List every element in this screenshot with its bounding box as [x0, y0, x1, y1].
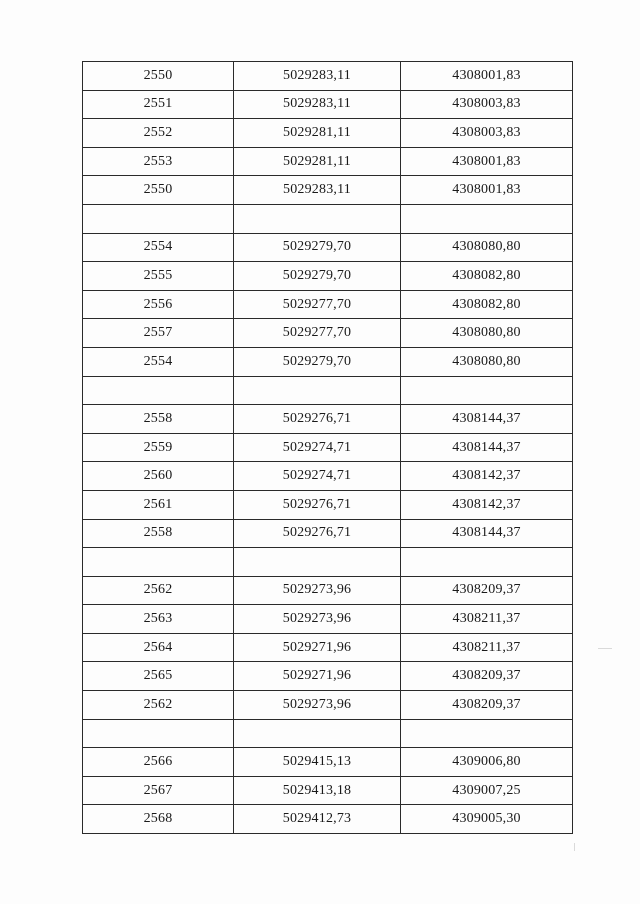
point-number-cell: 2557	[83, 319, 234, 348]
table-row	[83, 662, 573, 691]
table-row	[83, 633, 573, 662]
x-coordinate-cell: 5029283,11	[234, 62, 401, 91]
x-coordinate-cell: 5029276,71	[234, 519, 401, 548]
table-row	[83, 119, 573, 148]
table-row	[83, 347, 573, 376]
scan-artifact	[574, 843, 575, 851]
x-coordinate-cell: 5029283,11	[234, 90, 401, 119]
point-number-cell: 2568	[83, 805, 234, 834]
table-row	[83, 462, 573, 491]
y-coordinate-cell: 4308001,83	[401, 176, 573, 205]
separator-row	[83, 548, 573, 577]
x-coordinate-cell: 5029281,11	[234, 119, 401, 148]
table-row	[83, 262, 573, 291]
point-number-cell: 2554	[83, 347, 234, 376]
y-coordinate-cell: 4308001,83	[401, 62, 573, 91]
x-coordinate-cell: 5029279,70	[234, 262, 401, 291]
point-number-cell: 2550	[83, 176, 234, 205]
scan-artifact	[598, 648, 612, 649]
y-coordinate-cell: 4308142,37	[401, 462, 573, 491]
point-number-cell: 2564	[83, 633, 234, 662]
y-coordinate-cell: 4308144,37	[401, 433, 573, 462]
y-coordinate-cell: 4308003,83	[401, 119, 573, 148]
y-coordinate-cell: 4308082,80	[401, 290, 573, 319]
y-coordinate-cell: 4308211,37	[401, 605, 573, 634]
point-number-cell: 2550	[83, 62, 234, 91]
point-number-cell: 2560	[83, 462, 234, 491]
point-number-cell: 2562	[83, 576, 234, 605]
point-number-cell: 2561	[83, 490, 234, 519]
table-row	[83, 776, 573, 805]
separator-row	[83, 376, 573, 405]
y-coordinate-cell: 4308144,37	[401, 519, 573, 548]
table-row	[83, 691, 573, 720]
point-number-cell: 2558	[83, 405, 234, 434]
x-coordinate-cell: 5029271,96	[234, 633, 401, 662]
point-number-cell: 2555	[83, 262, 234, 291]
y-coordinate-cell: 4308209,37	[401, 576, 573, 605]
y-coordinate-cell: 4308001,83	[401, 147, 573, 176]
y-coordinate-cell: 4308080,80	[401, 347, 573, 376]
y-coordinate-cell	[401, 719, 573, 748]
coordinates-table-body	[83, 62, 573, 834]
y-coordinate-cell: 4309005,30	[401, 805, 573, 834]
table-row	[83, 290, 573, 319]
point-number-cell: 2565	[83, 662, 234, 691]
point-number-cell	[83, 548, 234, 577]
y-coordinate-cell: 4309006,80	[401, 748, 573, 777]
y-coordinate-cell	[401, 376, 573, 405]
x-coordinate-cell: 5029412,73	[234, 805, 401, 834]
point-number-cell: 2566	[83, 748, 234, 777]
table-row	[83, 576, 573, 605]
table-row	[83, 519, 573, 548]
x-coordinate-cell	[234, 719, 401, 748]
table-row	[83, 405, 573, 434]
x-coordinate-cell: 5029415,13	[234, 748, 401, 777]
table-row	[83, 233, 573, 262]
table-row	[83, 319, 573, 348]
x-coordinate-cell: 5029276,71	[234, 405, 401, 434]
y-coordinate-cell: 4308209,37	[401, 691, 573, 720]
x-coordinate-cell: 5029273,96	[234, 605, 401, 634]
x-coordinate-cell: 5029281,11	[234, 147, 401, 176]
point-number-cell: 2563	[83, 605, 234, 634]
x-coordinate-cell	[234, 548, 401, 577]
table-row	[83, 605, 573, 634]
x-coordinate-cell	[234, 204, 401, 233]
x-coordinate-cell	[234, 376, 401, 405]
table-row	[83, 62, 573, 91]
x-coordinate-cell: 5029271,96	[234, 662, 401, 691]
table-row	[83, 490, 573, 519]
point-number-cell: 2567	[83, 776, 234, 805]
point-number-cell: 2552	[83, 119, 234, 148]
y-coordinate-cell: 4309007,25	[401, 776, 573, 805]
x-coordinate-cell: 5029273,96	[234, 576, 401, 605]
x-coordinate-cell: 5029279,70	[234, 233, 401, 262]
coordinates-table	[82, 61, 573, 834]
separator-row	[83, 204, 573, 233]
y-coordinate-cell	[401, 548, 573, 577]
point-number-cell: 2558	[83, 519, 234, 548]
table-row	[83, 748, 573, 777]
y-coordinate-cell: 4308080,80	[401, 233, 573, 262]
point-number-cell	[83, 719, 234, 748]
separator-row	[83, 719, 573, 748]
point-number-cell: 2556	[83, 290, 234, 319]
point-number-cell	[83, 376, 234, 405]
x-coordinate-cell: 5029274,71	[234, 433, 401, 462]
y-coordinate-cell: 4308142,37	[401, 490, 573, 519]
y-coordinate-cell: 4308209,37	[401, 662, 573, 691]
table-row	[83, 805, 573, 834]
x-coordinate-cell: 5029279,70	[234, 347, 401, 376]
x-coordinate-cell: 5029413,18	[234, 776, 401, 805]
table-row	[83, 147, 573, 176]
x-coordinate-cell: 5029273,96	[234, 691, 401, 720]
y-coordinate-cell	[401, 204, 573, 233]
point-number-cell: 2562	[83, 691, 234, 720]
x-coordinate-cell: 5029277,70	[234, 290, 401, 319]
y-coordinate-cell: 4308211,37	[401, 633, 573, 662]
x-coordinate-cell: 5029283,11	[234, 176, 401, 205]
point-number-cell: 2553	[83, 147, 234, 176]
x-coordinate-cell: 5029277,70	[234, 319, 401, 348]
table-row	[83, 90, 573, 119]
x-coordinate-cell: 5029274,71	[234, 462, 401, 491]
y-coordinate-cell: 4308003,83	[401, 90, 573, 119]
x-coordinate-cell: 5029276,71	[234, 490, 401, 519]
point-number-cell: 2551	[83, 90, 234, 119]
table-row	[83, 433, 573, 462]
point-number-cell: 2554	[83, 233, 234, 262]
point-number-cell	[83, 204, 234, 233]
y-coordinate-cell: 4308080,80	[401, 319, 573, 348]
table-row	[83, 176, 573, 205]
point-number-cell: 2559	[83, 433, 234, 462]
y-coordinate-cell: 4308082,80	[401, 262, 573, 291]
y-coordinate-cell: 4308144,37	[401, 405, 573, 434]
